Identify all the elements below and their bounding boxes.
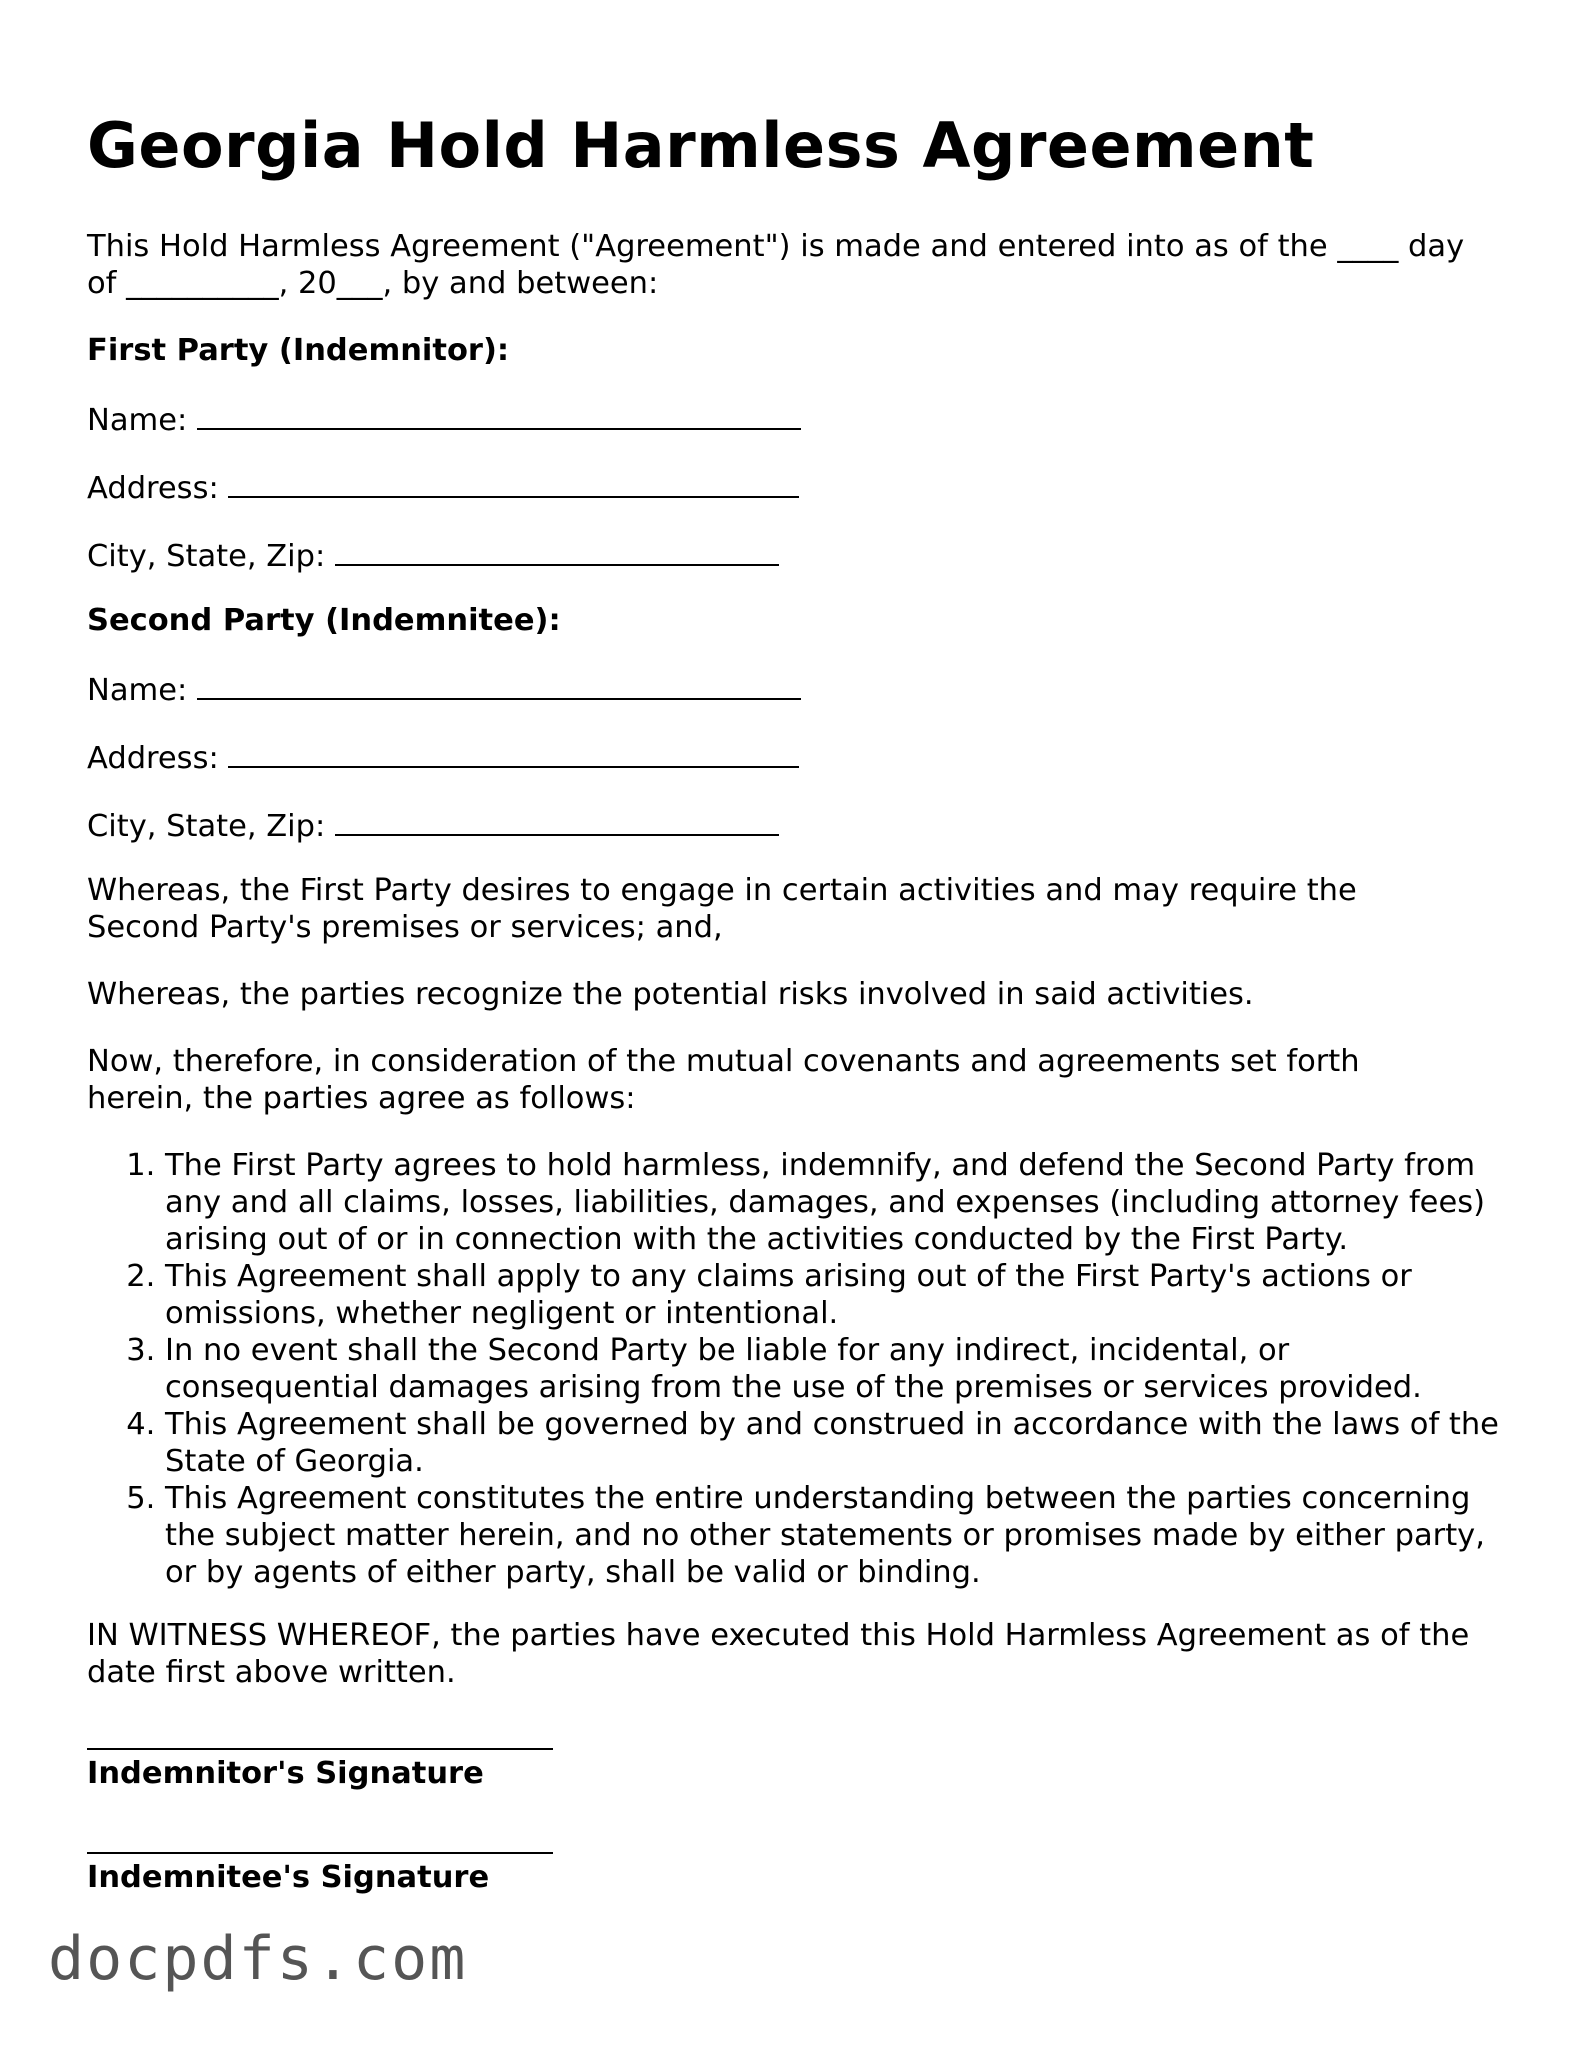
first-party-city-field[interactable] bbox=[335, 536, 779, 566]
second-party-name-field[interactable] bbox=[197, 670, 801, 700]
second-party-heading: Second Party (Indemnitee): bbox=[87, 603, 561, 638]
first-party-city-label: City, State, Zip: bbox=[87, 539, 326, 574]
first-party-address-row bbox=[87, 468, 1507, 507]
indemnitee-signature-label: Indemnitee's Signature bbox=[87, 1860, 490, 1895]
first-party-heading: First Party (Indemnitor): bbox=[87, 333, 510, 368]
first-party-address-field[interactable] bbox=[228, 468, 799, 498]
whereas-paragraph-1: Whereas, the First Party desires to engage in certain activities and may require the Second Party's premises or services; and, bbox=[87, 873, 1357, 945]
term-item: 4. This Agreement shall be governed by and construed in accordance with the laws of the State of Georgia. bbox=[165, 1406, 1507, 1480]
indemnitor-signature-line[interactable] bbox=[87, 1748, 553, 1750]
second-party-name-label: Name: bbox=[87, 673, 188, 708]
first-party-city-row bbox=[87, 536, 1507, 575]
term-item: 2. This Agreement shall apply to any claims arising out of the First Party's actions or omissions, whether negligent or intentional. bbox=[165, 1258, 1507, 1332]
intro-line-2: of __________, 20___, by and between: bbox=[87, 266, 659, 301]
first-party-address-label: Address: bbox=[87, 471, 219, 506]
intro-paragraph bbox=[87, 228, 1507, 302]
document-title: Georgia Hold Harmless Agreement bbox=[87, 109, 1315, 182]
term-item: 3. In no event shall the Second Party be liable for any indirect, incidental, or consequential damages arising from the use of the premises or services provided. bbox=[165, 1332, 1507, 1406]
terms-list bbox=[87, 1147, 1507, 1591]
first-party-name-label: Name: bbox=[87, 403, 188, 438]
now-therefore-paragraph: Now, therefore, in consideration of the mutual covenants and agreements set forth herein, the parties agree as follows: bbox=[87, 1044, 1360, 1116]
first-party-name-row bbox=[87, 400, 1507, 439]
first-party-name-field[interactable] bbox=[197, 400, 801, 430]
second-party-city-label: City, State, Zip: bbox=[87, 809, 326, 844]
second-party-city-field[interactable] bbox=[335, 806, 779, 836]
second-party-name-row bbox=[87, 670, 1507, 709]
term-item: 5. This Agreement constitutes the entire understanding between the parties concerning the subject matter herein, and no other statements or promises made by either party, or by agents of either party, shall be valid or binding. bbox=[165, 1480, 1507, 1591]
second-party-address-field[interactable] bbox=[228, 738, 799, 768]
term-item: 1. The First Party agrees to hold harmless, indemnify, and defend the Second Party from any and all claims, losses, liabilities, damages, and expenses (including attorney fees) arising out of or in connection with the activities conducted by the First Party. bbox=[165, 1147, 1507, 1258]
indemnitee-signature-line[interactable] bbox=[87, 1852, 553, 1854]
intro-line-1: This Hold Harmless Agreement ("Agreement") is made and entered into as of the ____ day bbox=[87, 229, 1465, 264]
whereas-paragraph-2: Whereas, the parties recognize the potential risks involved in said activities. bbox=[87, 977, 1254, 1012]
indemnitor-signature-label: Indemnitor's Signature bbox=[87, 1756, 484, 1791]
second-party-address-label: Address: bbox=[87, 741, 219, 776]
watermark-text: docpdfs.com bbox=[48, 1924, 468, 1994]
witness-paragraph: IN WITNESS WHEREOF, the parties have executed this Hold Harmless Agreement as of the date first above written. bbox=[87, 1618, 1470, 1690]
second-party-address-row bbox=[87, 738, 1507, 777]
second-party-city-row bbox=[87, 806, 1507, 845]
